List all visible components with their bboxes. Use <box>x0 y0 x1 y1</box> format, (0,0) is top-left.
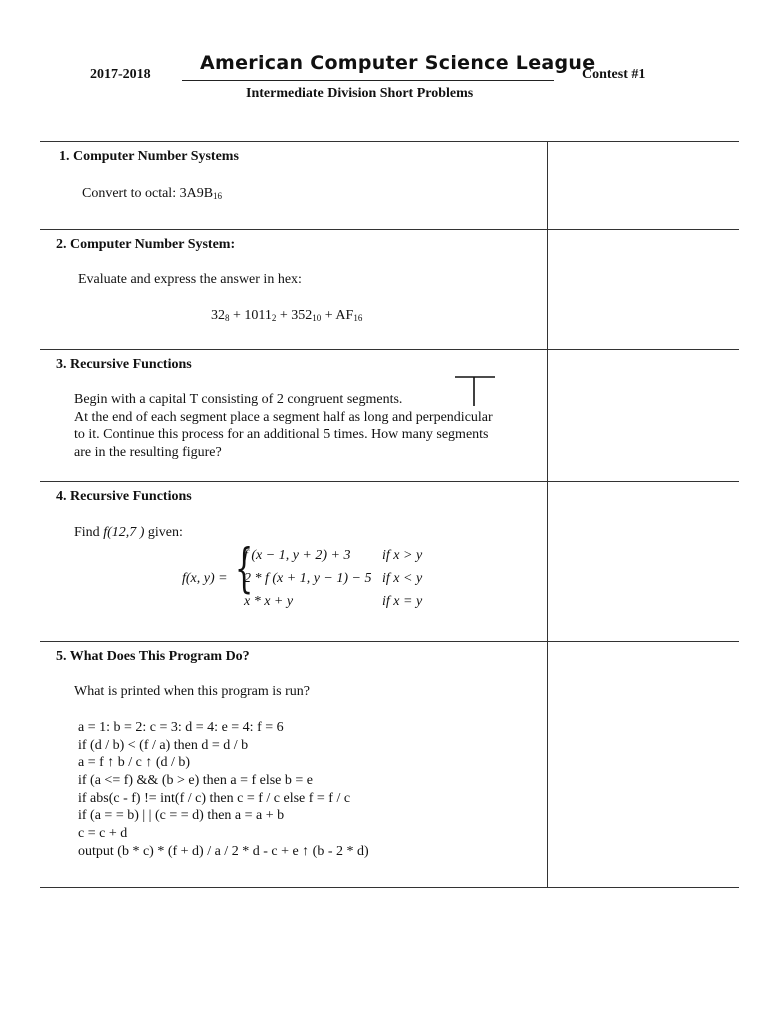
code-line: output (b * c) * (f + d) / a / 2 * d - c + e ↑ (b - 2 * d) <box>78 843 369 859</box>
answer-box-4[interactable] <box>548 482 738 641</box>
term-1: 32 <box>211 308 225 323</box>
contest-number: Contest #1 <box>582 67 646 82</box>
problem-4-title: 4. Recursive Functions <box>56 489 192 504</box>
capital-t-figure <box>453 375 497 409</box>
case-expr: x * x + y <box>244 594 294 609</box>
division-subtitle: Intermediate Division Short Problems <box>246 86 474 101</box>
problem-5-title: 5. What Does This Program Do? <box>56 649 250 664</box>
case-1-expr <box>244 548 350 564</box>
base-3: 10 <box>312 313 322 323</box>
base-2: 2 <box>271 313 277 323</box>
term-2: 1011 <box>244 308 272 323</box>
problem-1-prompt <box>82 186 222 202</box>
term-3: 352 <box>291 308 313 323</box>
case-2-expr <box>244 571 371 587</box>
piecewise-lhs: f(x, y) = <box>182 571 228 586</box>
case-2-condition: if x < y <box>382 571 423 586</box>
school-year: 2017-2018 <box>90 67 151 82</box>
answer-box-3[interactable] <box>548 350 738 481</box>
problem-1-prompt-text: Convert to octal: 3A9B <box>82 186 214 201</box>
problem-3-title: 3. Recursive Functions <box>56 357 192 372</box>
code-line: a = 1: b = 2: c = 3: d = 4: e = 4: f = 6 <box>78 720 284 735</box>
row-divider <box>40 887 739 888</box>
plus-sign: + <box>229 308 245 323</box>
function-args: (12,7 ) <box>107 525 145 540</box>
problem-3-line: At the end of each segment place a segment half as long and perpendicular <box>74 409 493 425</box>
term-4: AF <box>335 308 354 323</box>
answer-box-5[interactable] <box>548 642 738 887</box>
problem-3-body <box>74 391 493 462</box>
code-line: if (a <= f) && (b > e) then a = f else b = e <box>78 773 314 789</box>
problems-table <box>40 141 739 888</box>
problem-2-expression <box>211 308 362 324</box>
code-line: c = c + d <box>78 826 128 842</box>
left-brace: { <box>235 539 254 599</box>
case-1-condition: if x > y <box>382 548 423 563</box>
case-expr: 2 * f (x + 1, y − 1) − 5 <box>244 571 372 586</box>
problem-3-line: are in the resulting figure? <box>74 445 222 461</box>
problem-1-title: 1. Computer Number Systems <box>59 149 239 164</box>
program-code <box>78 719 369 861</box>
code-line: a = f ↑ b / c ↑ (d / b) <box>78 755 191 771</box>
code-line: if (a = = b) | | (c = = d) then a = a + b <box>78 808 285 824</box>
code-line: if (d / b) < (f / a) then d = d / b <box>78 737 249 753</box>
case-expr: f (x − 1, y + 2) + 3 <box>244 548 351 563</box>
base-1: 8 <box>225 313 230 323</box>
given-word: given: <box>144 525 183 540</box>
problem-3-line: to it. Continue this process for an additional 5 times. How many segments <box>74 427 489 443</box>
base-4: 16 <box>353 313 363 323</box>
answer-box-2[interactable] <box>548 230 738 349</box>
problem-3-line: Begin with a capital T consisting of 2 congruent segments. <box>74 392 403 407</box>
case-3-expr <box>244 594 293 610</box>
answer-box-1[interactable] <box>548 142 738 229</box>
league-title: American Computer Science League <box>200 52 596 74</box>
case-3-condition: if x = y <box>382 594 423 609</box>
plus-sign: + <box>321 308 336 323</box>
problem-4-find <box>74 525 183 541</box>
code-line: if abs(c - f) != int(f / c) then c = f / c else f = f / c <box>78 790 351 806</box>
plus-sign: + <box>276 308 292 323</box>
problem-2-title: 2. Computer Number System: <box>56 237 236 252</box>
problem-1-base: 16 <box>213 191 223 201</box>
problem-2-prompt: Evaluate and express the answer in hex: <box>78 272 302 287</box>
find-word: Find <box>74 525 104 540</box>
problem-5-prompt: What is printed when this program is run? <box>74 684 311 699</box>
function-name: f <box>103 525 108 540</box>
title-underline <box>182 80 554 81</box>
